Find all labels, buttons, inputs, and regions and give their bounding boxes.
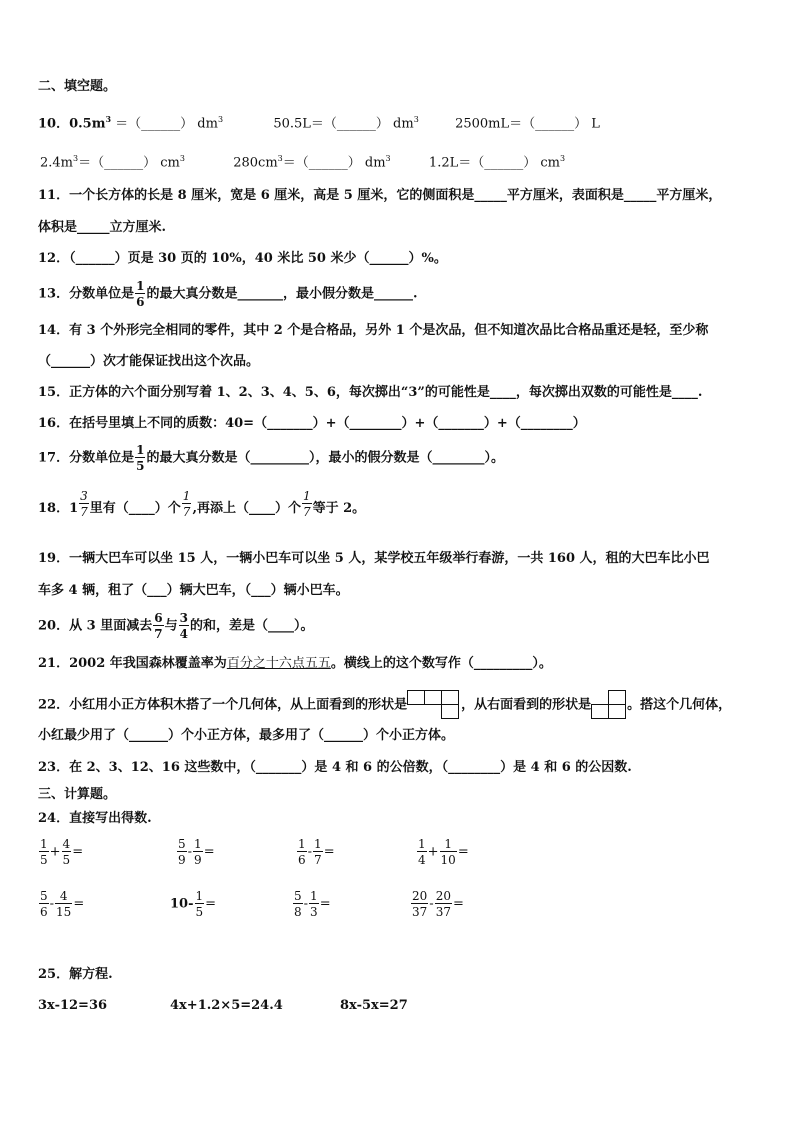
q20-fraction-2: $\frac{3}{4}$ bbox=[179, 611, 188, 641]
calc-item-6: 10- $\frac{1}{5}$ = bbox=[170, 889, 217, 919]
calc-item-2: $\frac{5}{9}$ - $\frac{1}{9}$ = bbox=[178, 837, 215, 867]
q18-fraction-3: $\frac{1}{7}$ bbox=[302, 489, 311, 519]
question-23: 23．在 2、3、12、16 这些数中，（_______）是 4 和 6 的公倍数，（________）是 4 和 6 的公因数. bbox=[38, 760, 632, 775]
question-21 bbox=[38, 655, 552, 673]
question-14-line-1: 14．有 3 个外形完全相同的零件，其中 2 个是合格品，另外 1 个是次品，但不知道次品比合格品重还是轻，至少称 bbox=[38, 323, 709, 338]
question-18 bbox=[38, 490, 365, 518]
question-17 bbox=[38, 444, 504, 472]
q20-post: 的和，差是（____）。 bbox=[189, 618, 314, 634]
equation-1: 3x-12=36 bbox=[38, 998, 108, 1013]
question-11-line-1: 11．一个长方体的长是 8 厘米，宽是 6 厘米，高是 5 厘米，它的侧面积是_____平方厘米，表面积是_____平方厘米， bbox=[38, 188, 722, 203]
q17-fraction: $\frac{1}{5}$ bbox=[136, 443, 145, 473]
question-19-line-2: 车多 4 辆，租了（___）辆大巴车，（___）辆小巴车。 bbox=[38, 583, 349, 598]
top-view-shape-icon bbox=[407, 690, 461, 720]
q18-number: 18． bbox=[38, 501, 70, 516]
question-12: 12．（______）页是 30 页的 10%，40 米比 50 米少（______）%。 bbox=[38, 251, 447, 266]
q10-b1: 2.4m bbox=[40, 155, 74, 171]
question-19-line-1: 19．一辆大巴车可以坐 15 人，一辆小巴车可以坐 5 人，某学校五年级举行春游，一共 160 人，租的大巴车比小巴 bbox=[38, 551, 710, 566]
question-10-line-2 bbox=[40, 150, 565, 172]
q21-pre: 21．2002 年我国森林覆盖率为 bbox=[38, 656, 227, 671]
right-view-shape-icon bbox=[591, 690, 627, 720]
q10-sup: 3 bbox=[277, 154, 283, 163]
q10-b2-rest: ＝（______） dm bbox=[282, 155, 386, 171]
q18-fraction-2: $\frac{1}{7}$ bbox=[182, 489, 191, 519]
q13-pre: 13．分数单位是 bbox=[38, 286, 135, 302]
q21-post: 。横线上的这个数写作（_________）。 bbox=[330, 656, 552, 671]
q10-a1-rest: ＝（______） dm bbox=[111, 116, 218, 132]
q10-number: 10． bbox=[38, 116, 70, 132]
q10-sup: 3 bbox=[559, 154, 566, 163]
q20-fraction-1: $\frac{6}{7}$ bbox=[154, 611, 163, 641]
question-22-line-2: 小红最少用了（______）个小正方体，最多用了（______）个小正方体。 bbox=[38, 728, 455, 743]
q18-whole: 1 bbox=[69, 501, 79, 516]
question-15: 15．正方体的六个面分别写着 1、2、3、4、5、6，每次掷出“3”的可能性是____，每次掷出双数的可能性是____. bbox=[38, 385, 703, 400]
q10-b2: 280cm bbox=[233, 155, 278, 171]
q18-text-2: ,再添上（____）个 bbox=[192, 501, 301, 516]
q10-sup: 3 bbox=[179, 154, 185, 163]
q20-pre: 20．从 3 里面减去 bbox=[38, 618, 153, 634]
q22-mid: ，从右面看到的形状是 bbox=[461, 697, 592, 713]
question-24-title: 24．直接写出得数. bbox=[38, 811, 152, 826]
calc-item-3: $\frac{1}{6}$ - $\frac{1}{7}$ = bbox=[298, 837, 335, 867]
question-13 bbox=[38, 280, 417, 308]
q10-sup: 3 bbox=[217, 115, 224, 124]
q10-a3: 2500mL＝（______） L bbox=[455, 116, 600, 132]
calc-item-5: $\frac{5}{6}$ - $\frac{4}{15}$ = bbox=[40, 889, 85, 919]
q21-underlined: 百分之十六点五五 bbox=[226, 656, 331, 671]
q10-b3: 1.2L＝（______） cm bbox=[428, 155, 560, 171]
q13-post: 的最大真分数是_______，最小假分数是______. bbox=[146, 286, 418, 302]
calc-item-7: $\frac{5}{8}$ - $\frac{1}{3}$ = bbox=[294, 889, 331, 919]
q17-pre: 17．分数单位是 bbox=[38, 450, 135, 466]
q10-sup: 3 bbox=[105, 114, 112, 124]
question-10-line-1 bbox=[38, 110, 600, 133]
equation-3: 8x-5x=27 bbox=[340, 998, 408, 1013]
q10-sup: 3 bbox=[385, 154, 391, 163]
question-25-title: 25．解方程. bbox=[38, 967, 113, 982]
q17-post: 的最大真分数是（_________），最小的假分数是（________）。 bbox=[146, 450, 504, 466]
question-20 bbox=[38, 612, 313, 640]
section-2-title: 二、填空题。 bbox=[38, 79, 117, 94]
calc-item-1: $\frac{1}{5}$ + $\frac{4}{5}$ = bbox=[40, 837, 84, 867]
q22-post: 。搭这个几何体， bbox=[627, 697, 732, 713]
q18-text-1: 里有（____）个 bbox=[89, 501, 181, 516]
calc-item-4: $\frac{1}{4}$ + $\frac{1}{10}$ = bbox=[418, 837, 469, 867]
q13-fraction: $\frac{1}{6}$ bbox=[136, 279, 145, 309]
question-22-line-1 bbox=[38, 690, 731, 720]
q22-pre: 22．小红用小正方体积木搭了一个几何体，从上面看到的形状是 bbox=[38, 697, 408, 713]
q18-text-3: 等于 2。 bbox=[312, 501, 366, 516]
q18-fraction-1: $\frac{3}{7}$ bbox=[80, 489, 88, 519]
q10-sup: 3 bbox=[413, 115, 419, 124]
q10-a1: 0.5m bbox=[69, 116, 106, 132]
question-14-line-2: （______）次才能保证找出这个次品。 bbox=[38, 354, 260, 369]
section-3-title: 三、计算题。 bbox=[38, 787, 117, 802]
q10-b1-rest: ＝（______） cm bbox=[78, 155, 180, 171]
q10-sup: 3 bbox=[73, 154, 79, 163]
q10-a2: 50.5L＝（______） dm bbox=[273, 116, 414, 132]
equation-2: 4x+1.2×5=24.4 bbox=[170, 998, 283, 1013]
q20-mid: 与 bbox=[164, 618, 178, 634]
calc-item-8: $\frac{20}{37}$ - $\frac{20}{37}$ = bbox=[412, 889, 464, 919]
question-16: 16．在括号里填上不同的质数：40=（_______）+（________）+（_______）+（________） bbox=[38, 416, 586, 431]
question-11-line-2: 体积是_____立方厘米. bbox=[38, 220, 167, 235]
